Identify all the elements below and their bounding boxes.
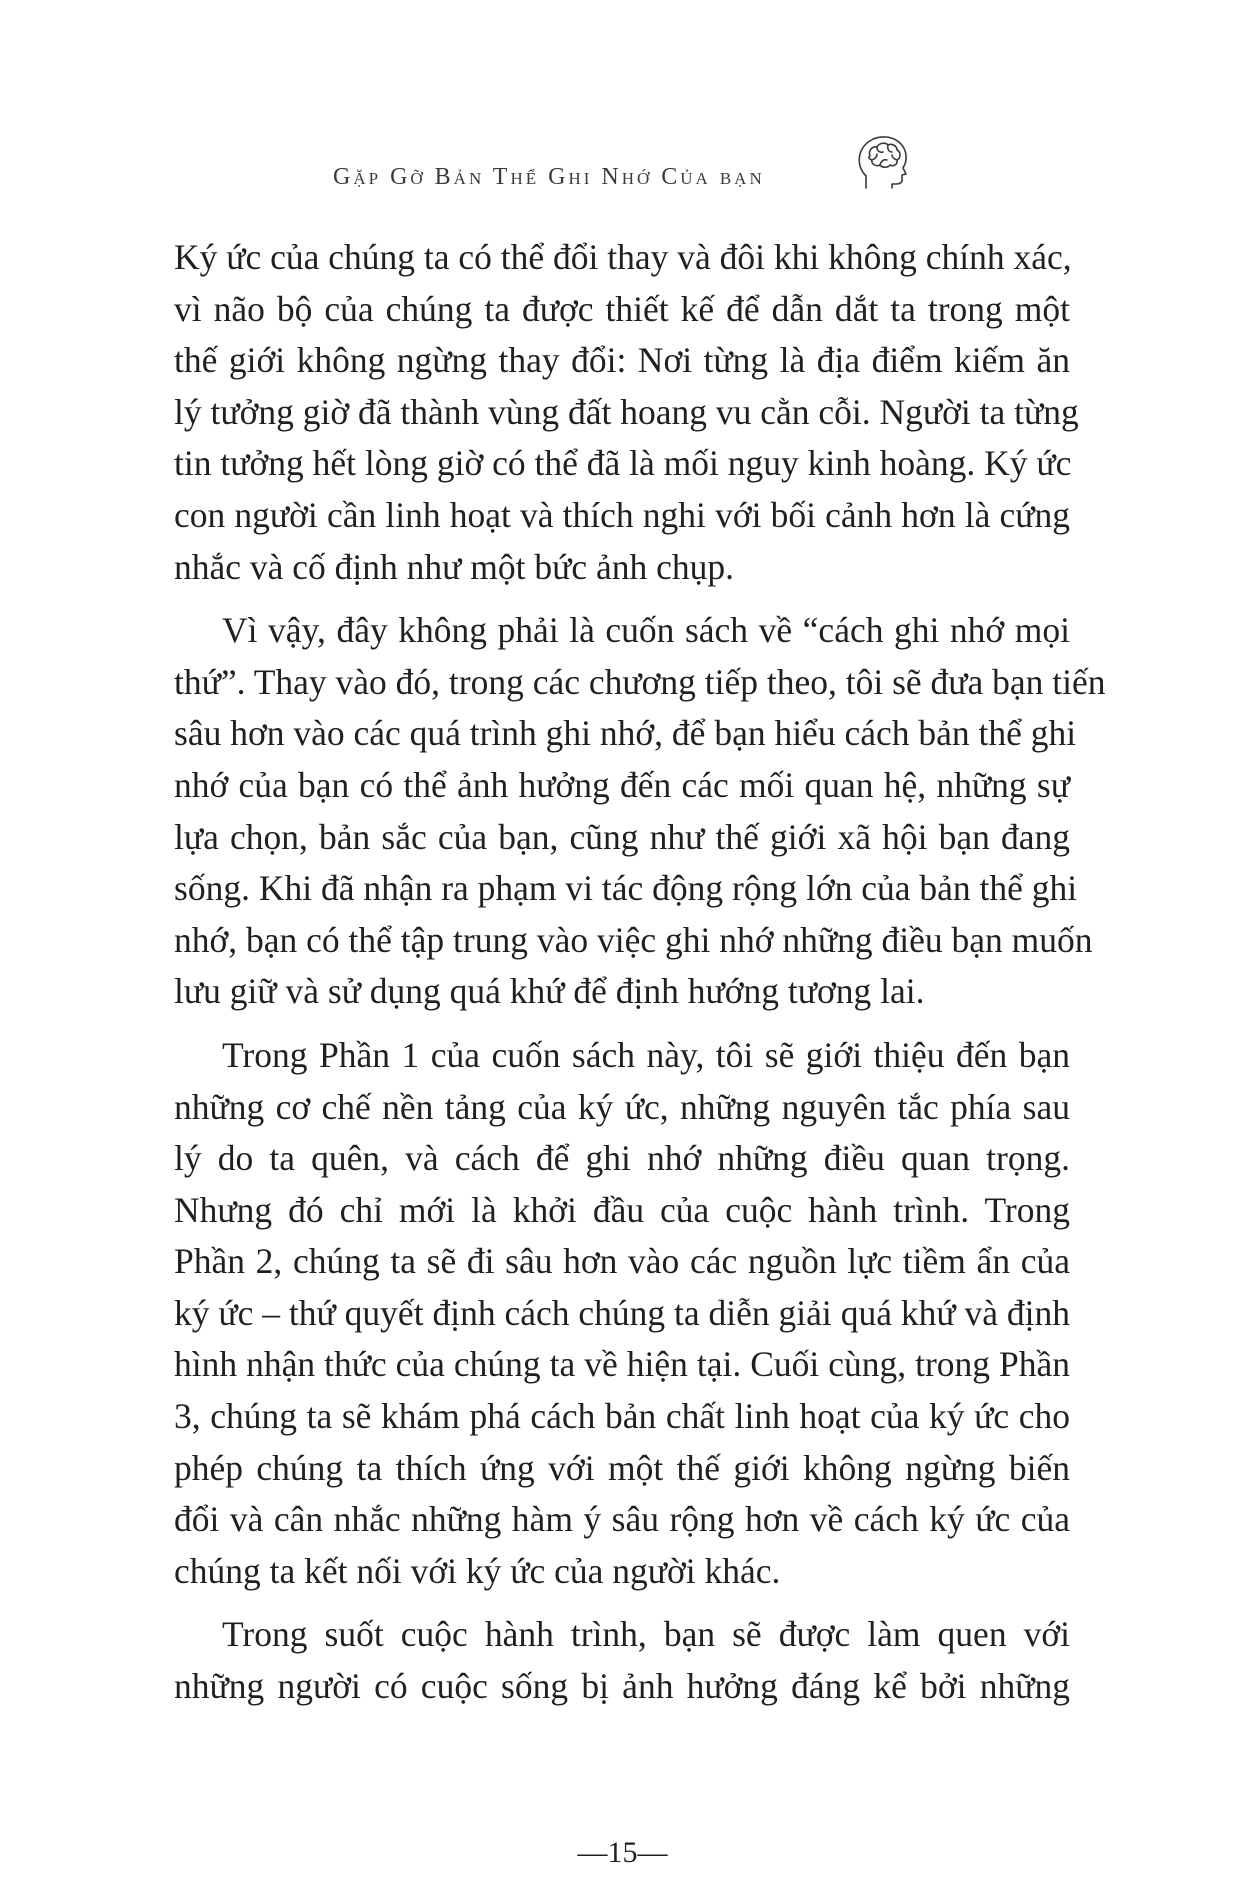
text-line: nhớ, bạn có thể tập trung vào việc ghi nhớ những điều bạn muốn xyxy=(174,919,1093,960)
text-line: Trong suốt cuộc hành trình, bạn sẽ được làm quen với xyxy=(222,1614,1070,1655)
text-line: lý do ta quên, và cách để ghi nhớ những điều quan trọng. xyxy=(174,1138,1070,1179)
text-line: những cơ chế nền tảng của ký ức, những nguyên tắc phía sau xyxy=(174,1086,1070,1127)
text-line: thứ”. Thay vào đó, trong các chương tiếp theo, tôi sẽ đưa bạn tiến xyxy=(174,661,1106,702)
page-number: —15— xyxy=(577,1836,668,1869)
paragraph-4 xyxy=(174,1609,1070,1712)
paragraph-3 xyxy=(174,1030,1070,1598)
text-line: Ký ức của chúng ta có thể đổi thay và đôi khi không chính xác, xyxy=(174,237,1072,277)
text-line: lưu giữ và sử dụng quá khứ để định hướng tương lai. xyxy=(174,971,925,1012)
text-line: lựa chọn, bản sắc của bạn, cũng như thế giới xã hội bạn đang xyxy=(174,816,1070,857)
text-line: thế giới không ngừng thay đổi: Nơi từng là địa điểm kiếm ăn xyxy=(174,340,1070,381)
running-header xyxy=(0,152,1245,212)
text-line: Nhưng đó chỉ mới là khởi đầu của cuộc hành trình. Trong xyxy=(174,1189,1070,1230)
text-line: vì não bộ của chúng ta được thiết kế để dẫn dắt ta trong một xyxy=(174,288,1070,329)
text-line: Vì vậy, đây không phải là cuốn sách về “cách ghi nhớ mọi xyxy=(222,610,1070,651)
text-line: Phần 2, chúng ta sẽ đi sâu hơn vào các nguồn lực tiềm ẩn của xyxy=(174,1241,1070,1282)
text-line: chúng ta kết nối với ký ức của người khác. xyxy=(174,1550,781,1591)
text-line: phép chúng ta thích ứng với một thế giới không ngừng biến xyxy=(174,1447,1070,1488)
text-line: ký ức – thứ quyết định cách chúng ta diễn giải quá khứ và định xyxy=(174,1292,1070,1333)
text-line: tin tưởng hết lòng giờ có thể đã là mối nguy kinh hoàng. Ký ức xyxy=(174,443,1072,484)
text-line: con người cần linh hoạt và thích nghi với bối cảnh hơn là cứng xyxy=(174,494,1070,535)
chapter-title xyxy=(333,164,765,191)
text-line: sống. Khi đã nhận ra phạm vi tác động rộng lớn của bản thể ghi xyxy=(174,868,1078,909)
text-line: đổi và cân nhắc những hàm ý sâu rộng hơn về cách ký ức của xyxy=(174,1499,1070,1540)
text-line: những người có cuộc sống bị ảnh hưởng đáng kể bởi những xyxy=(174,1666,1070,1707)
text-line: sâu hơn vào các quá trình ghi nhớ, để bạn hiểu cách bản thể ghi xyxy=(174,713,1077,754)
text-line: Trong Phần 1 của cuốn sách này, tôi sẽ giới thiệu đến bạn xyxy=(222,1034,1070,1075)
text-line: nhắc và cố định như một bức ảnh chụp. xyxy=(174,546,734,587)
paragraph-2 xyxy=(174,605,1106,1018)
text-line: 3, chúng ta sẽ khám phá cách bản chất linh hoạt của ký ức cho xyxy=(174,1396,1070,1437)
brain-head-icon xyxy=(852,130,914,192)
text-line: hình nhận thức của chúng ta về hiện tại. Cuối cùng, trong Phần xyxy=(174,1344,1070,1385)
paragraph-1 xyxy=(174,232,1079,593)
text-line: lý tưởng giờ đã thành vùng đất hoang vu cằn cỗi. Người ta từng xyxy=(174,391,1079,432)
body-text xyxy=(174,232,1106,1725)
chapter-title-text: Gặp Gỡ Bản Thể Ghi Nhớ Của bạn xyxy=(333,164,765,190)
text-line: nhớ của bạn có thể ảnh hưởng đến các mối quan hệ, những sự xyxy=(174,764,1070,805)
